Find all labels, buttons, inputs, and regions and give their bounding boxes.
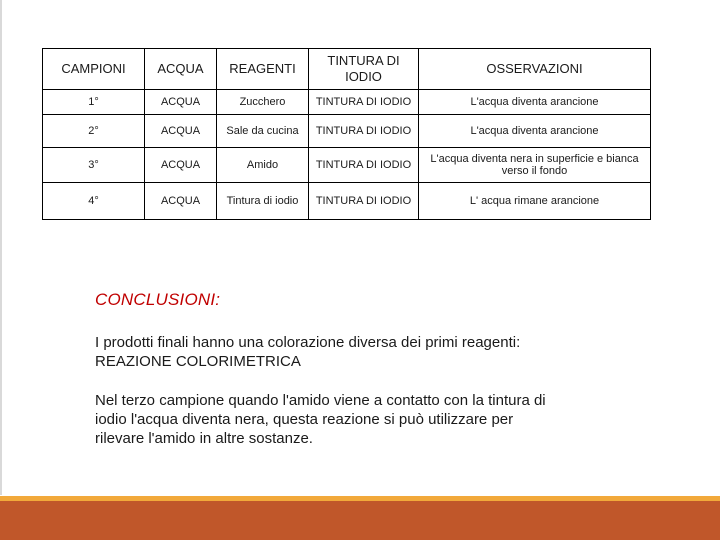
cell-acqua: ACQUA [145,148,217,183]
cell-acqua: ACQUA [145,90,217,115]
cell-osservazione: L'acqua diventa nera in superficie e bianca verso il fondo [419,148,651,183]
footer-bar [0,501,720,540]
cell-reagente: Amido [217,148,309,183]
cell-campione: 3° [43,148,145,183]
cell-reagente: Sale da cucina [217,115,309,148]
cell-osservazione: L' acqua rimane arancione [419,183,651,220]
table-row [43,183,651,220]
cell-osservazione: L'acqua diventa arancione [419,115,651,148]
header-osservazioni: OSSERVAZIONI [419,49,651,90]
cell-campione: 4° [43,183,145,220]
cell-campione: 1° [43,90,145,115]
cell-osservazione: L'acqua diventa arancione [419,90,651,115]
cell-tintura: TINTURA DI IODIO [309,183,419,220]
cell-reagente: Tintura di iodio [217,183,309,220]
cell-reagente: Zucchero [217,90,309,115]
results-table [42,48,651,220]
conclusion-paragraph-starch: Nel terzo campione quando l'amido viene a contatto con la tintura di iodio l'acqua diventa nera, questa reazione si può utilizzare per rilevare l'amido in altre sostanze. [95,392,546,447]
header-acqua: ACQUA [145,49,217,90]
table-header-row [43,49,651,90]
header-tintura-di-iodio: TINTURA DI IODIO [309,49,419,90]
table-row [43,148,651,183]
cell-tintura: TINTURA DI IODIO [309,148,419,183]
slide-left-edge [0,0,2,495]
conclusions-title: CONCLUSIONI: [95,290,221,309]
table-row [43,90,651,115]
table-row [43,115,651,148]
cell-acqua: ACQUA [145,115,217,148]
cell-campione: 2° [43,115,145,148]
cell-tintura: TINTURA DI IODIO [309,90,419,115]
cell-tintura: TINTURA DI IODIO [309,115,419,148]
header-reagenti: REAGENTI [217,49,309,90]
conclusion-paragraph-colorimetric: I prodotti finali hanno una colorazione diversa dei primi reagenti: REAZIONE COLORIMETRICA [95,334,521,370]
cell-acqua: ACQUA [145,183,217,220]
header-campioni: CAMPIONI [43,49,145,90]
